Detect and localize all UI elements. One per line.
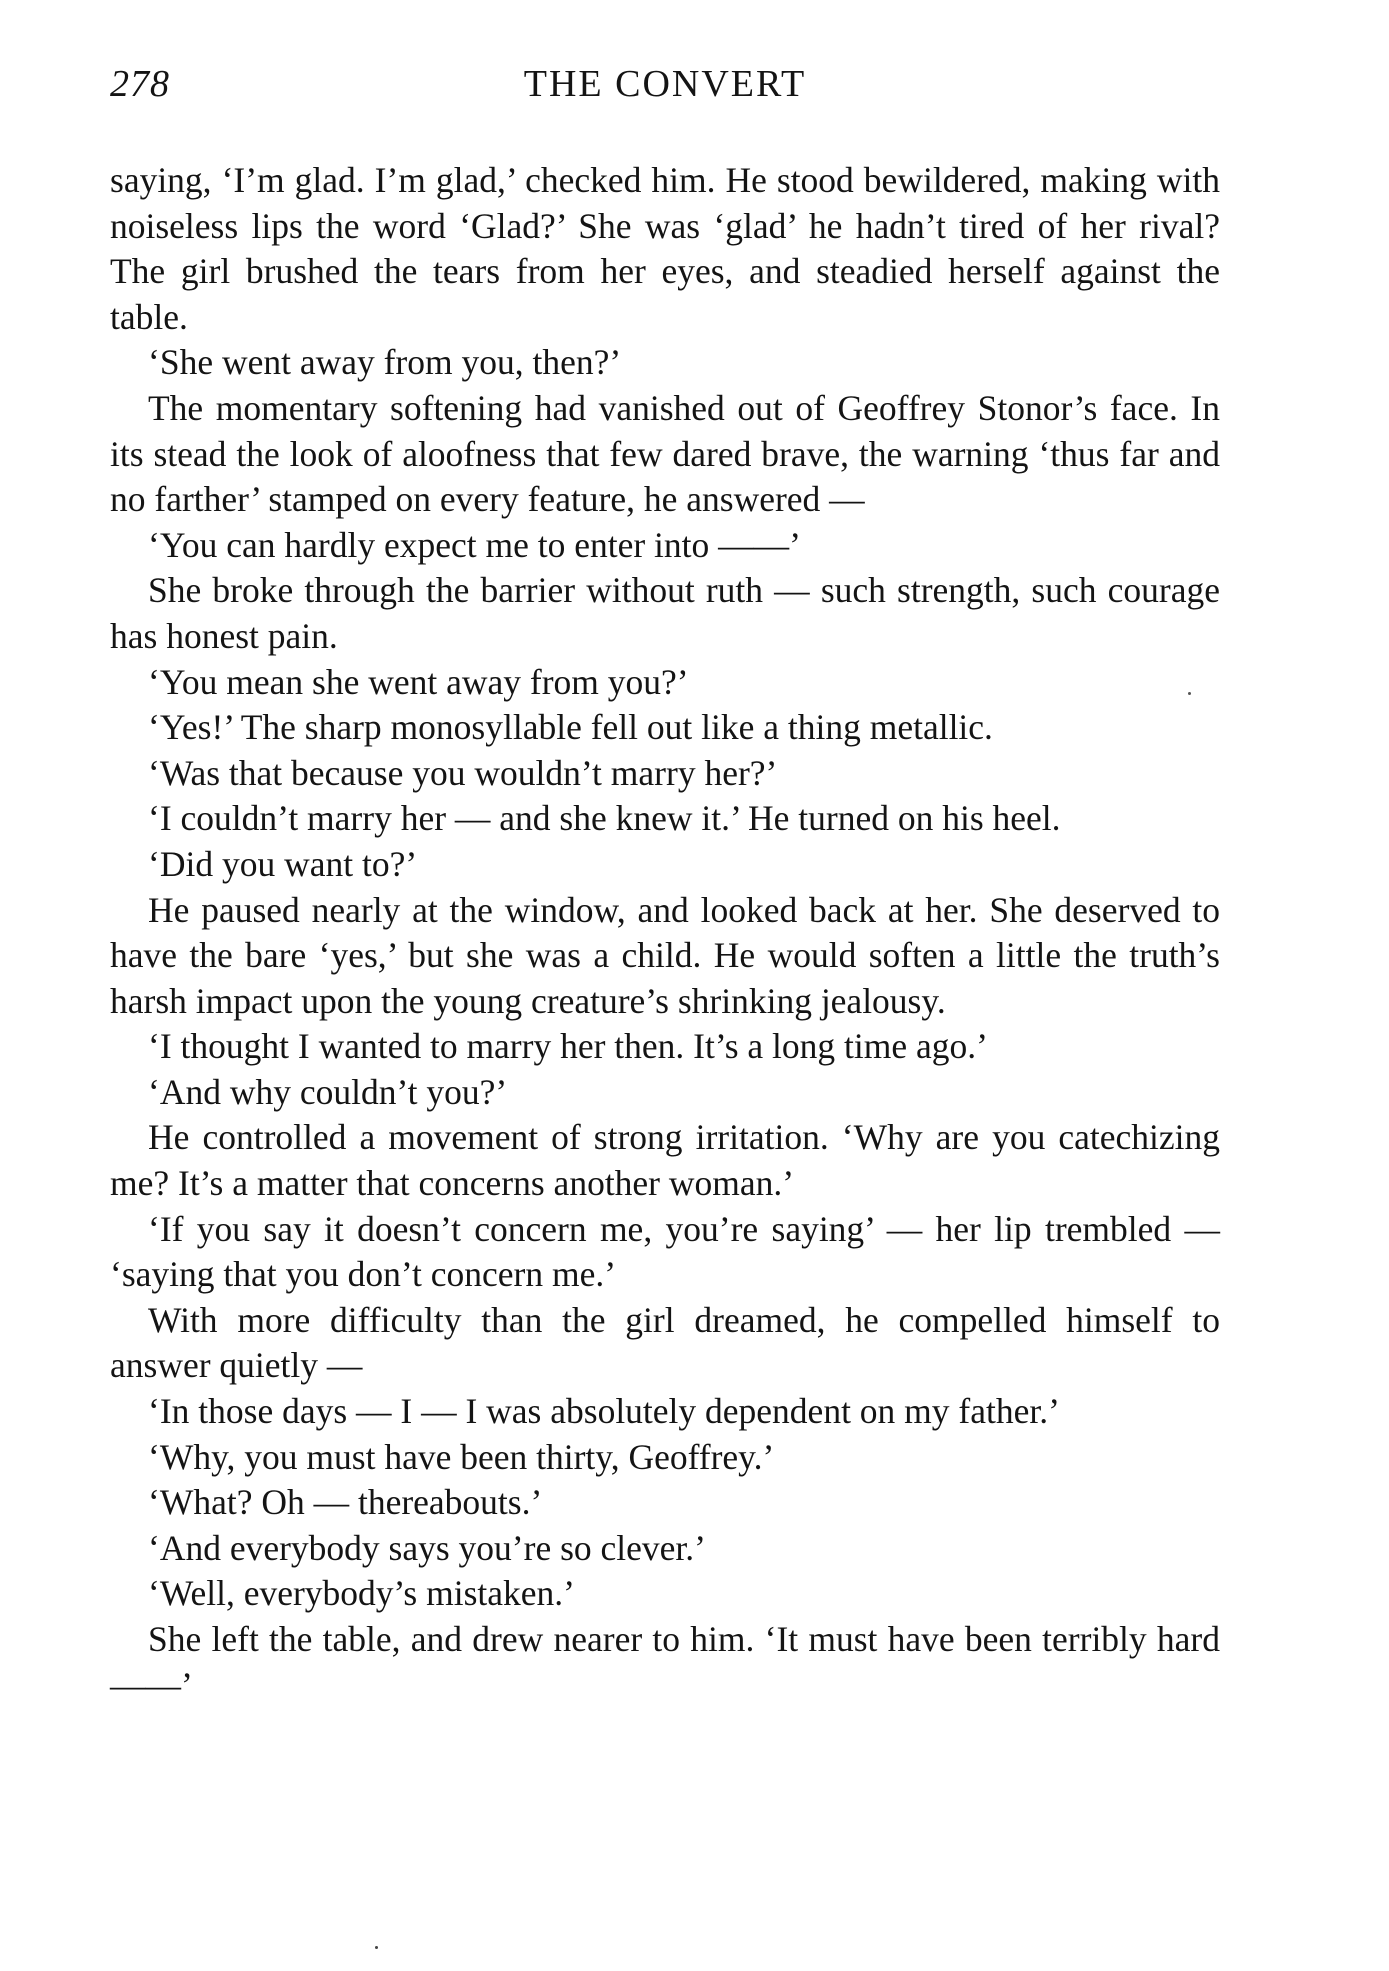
paragraph: He paused nearly at the window, and looked back at her. She deserved to have the bare ‘yes,’ but she was a child. He would soften a little the truth’s harsh impact upon the young creature’s shrinking jealousy. [110, 889, 1220, 1021]
paragraph: saying, ‘I’m glad. I’m glad,’ checked him. He stood bewildered, making with noiseless lips the word ‘Glad?’ She was ‘glad’ he hadn’t tired of her rival? The girl brushed the tears from her eyes, and steadied herself against the table. [110, 160, 1220, 337]
running-head: THE CONVERT [523, 63, 807, 105]
page-header [110, 62, 1220, 112]
paragraph: He controlled a movement of strong irritation. ‘Why are you catechizing me? It’s a matter that concerns another woman.’ [110, 1117, 1220, 1204]
paragraph: ‘You mean she went away from you?’ [148, 661, 689, 702]
print-speck [375, 1946, 378, 1949]
paragraph: She broke through the barrier without ruth — such strength, such courage has honest pain. [110, 570, 1220, 656]
paragraph: ‘Why, you must have been thirty, Geoffrey.’ [148, 1436, 775, 1477]
paragraph: With more difficulty than the girl dreamed, he compelled himself to answer quietly — [110, 1299, 1220, 1386]
paragraph: ‘I thought I wanted to marry her then. It’s a long time ago.’ [148, 1026, 988, 1067]
paragraph: ‘Well, everybody’s mistaken.’ [148, 1573, 575, 1614]
paragraph: ‘If you say it doesn’t concern me, you’re saying’ — her lip trembled — ‘saying that you don’t concern me.’ [110, 1208, 1220, 1295]
paragraph: She left the table, and drew nearer to him. ‘It must have been terribly hard ——’ [110, 1619, 1220, 1705]
body-text [110, 158, 1220, 1708]
paragraph: The momentary softening had vanished out of Geoffrey Stonor’s face. In its stead the look of aloofness that few dared brave, the warning ‘thus far and no farther’ stamped on every feature, he answered — [110, 387, 1220, 520]
paragraph: ‘In those days — I — I was absolutely dependent on my father.’ [148, 1391, 1060, 1432]
paragraph: ‘She went away from you, then?’ [148, 342, 622, 383]
paragraph: ‘I couldn’t marry her — and she knew it.’ He turned on his heel. [148, 798, 1061, 839]
print-speck [1188, 692, 1191, 695]
paragraph: ‘And why couldn’t you?’ [148, 1071, 508, 1112]
paragraph: ‘Yes!’ The sharp monosyllable fell out like a thing metallic. [148, 707, 993, 748]
paragraph: ‘And everybody says you’re so clever.’ [148, 1527, 706, 1568]
paragraph: ‘You can hardly expect me to enter into ——’ [148, 524, 801, 565]
paragraph: ‘What? Oh — thereabouts.’ [148, 1482, 543, 1523]
paragraph: ‘Did you want to?’ [148, 843, 418, 884]
paragraph: ‘Was that because you wouldn’t marry her?’ [148, 752, 778, 793]
page-number: 278 [110, 63, 170, 105]
